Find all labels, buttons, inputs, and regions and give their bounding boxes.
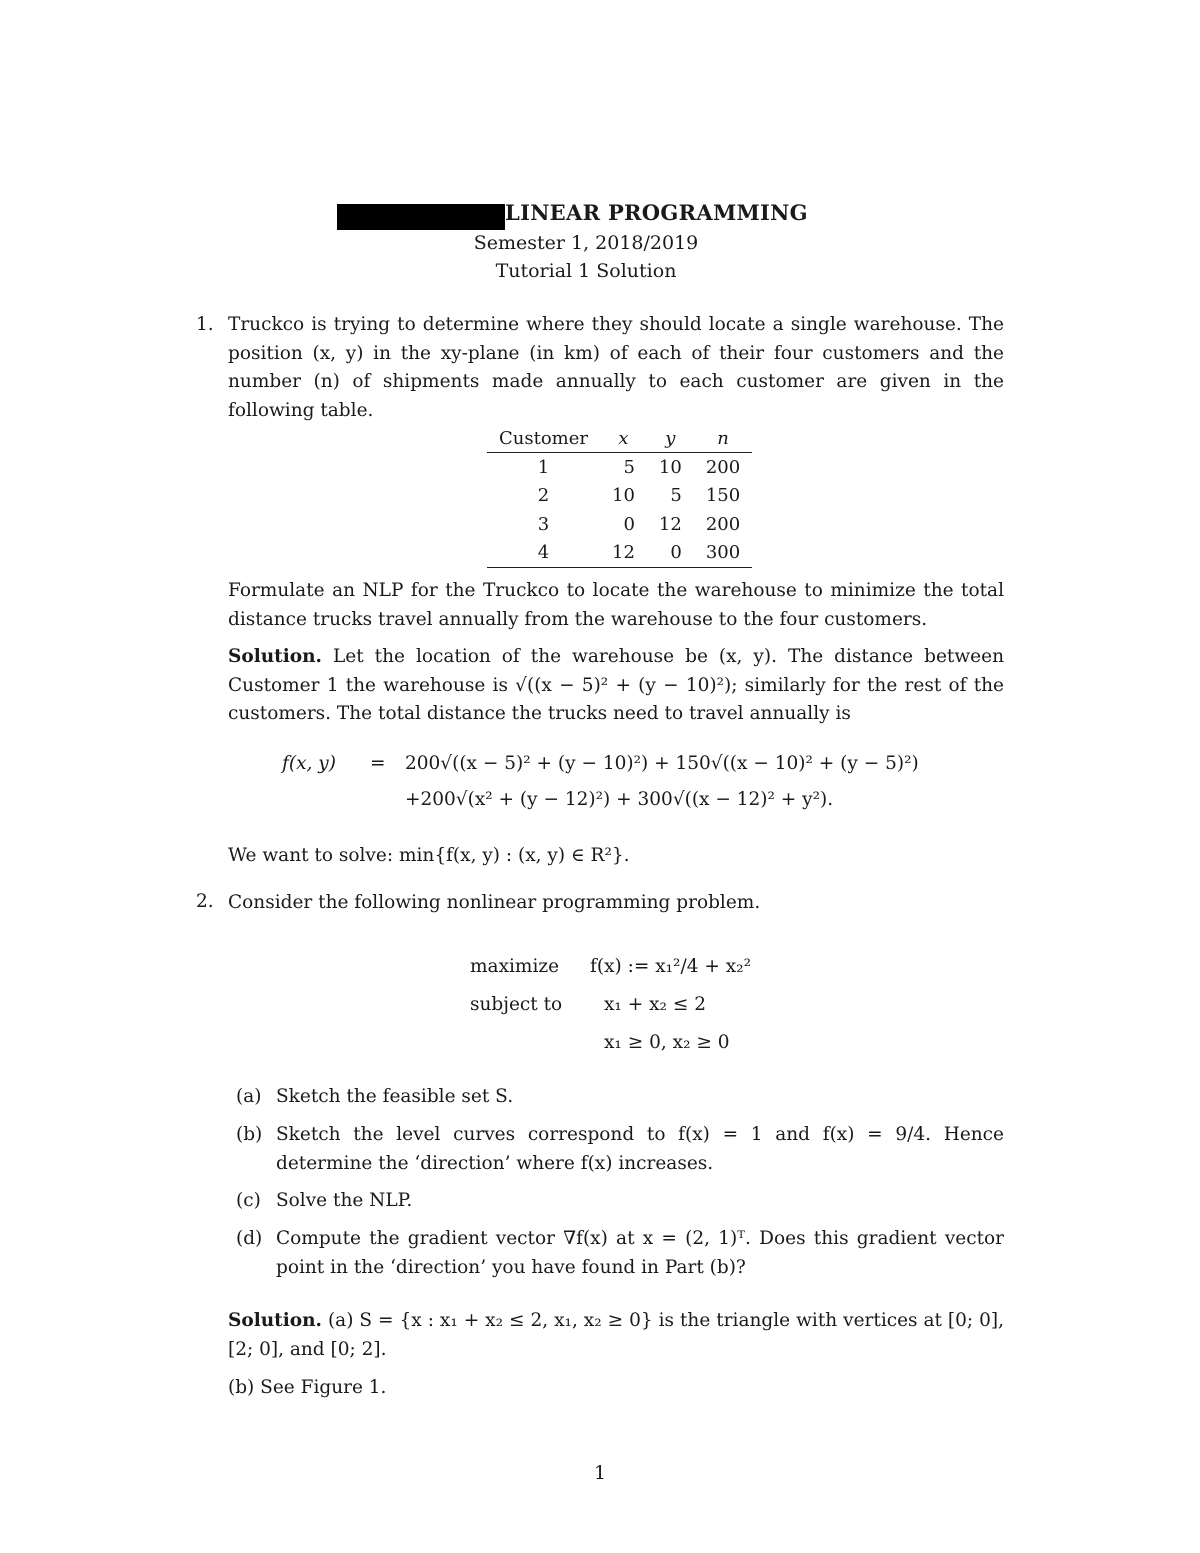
table-cell: 2: [537, 485, 550, 507]
page-title: LINEAR PROGRAMMING: [505, 200, 808, 225]
subject-to-label: subject to: [470, 994, 563, 1015]
table-cell: 3: [537, 513, 550, 535]
constraint-2: x₁ ≥ 0, x₂ ≥ 0: [604, 1032, 730, 1053]
q2-number: 2.: [196, 891, 214, 912]
table-cell: 10: [612, 485, 635, 507]
col-n: n: [694, 424, 752, 453]
col-customer: Customer: [487, 424, 600, 453]
table-cell: 300: [694, 539, 752, 568]
q1-task: Formulate an NLP for the Truckco to locate the warehouse to minimize the total distance trucks travel annually from the warehouse to the four customers.: [228, 580, 1004, 630]
equation-lhs: f(x, y): [282, 753, 336, 774]
customer-table: [487, 424, 752, 568]
q1-solution: [228, 643, 1004, 729]
q2-solution: [228, 1307, 1004, 1364]
table-cell: 0: [623, 513, 635, 535]
q1-number: 1.: [196, 314, 214, 335]
objective-function: f(x) := x₁²/4 + x₂²: [590, 956, 752, 977]
table-cell: 4: [487, 539, 600, 568]
redacted-course-code: [337, 204, 505, 230]
table-cell: 200: [705, 513, 741, 535]
q1-want: We want to solve: min{f(x, y) : (x, y) ∈ R²}.: [228, 845, 630, 866]
tutorial-line: Tutorial 1 Solution: [495, 260, 677, 282]
equation-line-1: 200√((x − 5)² + (y − 10)²) + 150√((x − 10)² + (y − 5)²): [405, 753, 919, 774]
col-x: x: [600, 424, 647, 453]
equation-line-2: +200√(x² + (y − 12)²) + 300√((x − 12)² + y²).: [405, 789, 834, 810]
q1-text: Truckco is trying to determine where they should locate a single warehouse. The position (x, y) in the xy-plane (in km) of each of their four customers and the number (n) of shipments made annually to each customer are given in the following table.: [228, 314, 1004, 421]
page-number: 1: [593, 1462, 607, 1484]
table-cell: 5: [670, 485, 682, 507]
q2-solution-b: (b) See Figure 1.: [228, 1377, 387, 1398]
table-header-row: [487, 424, 752, 453]
table-row: [487, 539, 752, 568]
maximize-label: maximize: [470, 956, 560, 977]
table-cell: 5: [623, 456, 635, 478]
table-row: [487, 510, 752, 539]
table-row: [487, 453, 752, 482]
document-page: LINEAR PROGRAMMING Semester 1, 2018/2019 Tutorial 1 Solution 1. Truckco is trying to determine where they should locate a single warehouse. The position (x, y) in the xy-plane (in km) of each of their four customers and the number (n) of shipments made annually to each customer are given in the following table. Customer x y n 1 5 10 200 2 10 5 150 3 0 12 200 4 12 0 300 Formulate an NLP for the Truckco to locate the warehouse to minimize the total distance trucks travel annually from the warehouse to the four customers. Solution. Let the location of the warehouse be (x, y). The distance between Customer 1 the warehouse is √((x − 5)² + (y − 10)²); similarly for the rest of the customers. The total distance the trucks need to travel annually is f(x, y) = 200√((x − 5)² + (y − 10)²) + 150√((x − 10)² + (y − 5)²) +200√(x² + (y − 12)²) + 300√((x − 12)² + y²). We want to solve: min{f(x, y) : (x, y) ∈ R²}. 2. Consider the following nonlinear programming problem. maximize f(x) := x₁²/4 + x₂² subject to x₁ + x₂ ≤ 2 x₁ ≥ 0, x₂ ≥ 0 (a) Sketch the feasible set S. (b) Sketch the level curves correspond to f(x) = 1 and f(x) = 9/4. Hence determine the ‘direction’ where f(x) increases. (c) Solve the NLP. (d) Compute the gradient vector ∇f(x) at x = (2, 1)ᵀ. Does this gradient vector point in the ‘direction’ you have found in Part (b)? Solution. (a) S = {x : x₁ + x₂ ≤ 2, x₁, x₂ ≥ 0} is the triangle with vertices at [0; 0], [2; 0], and [0; 2]. (b) See Figure 1. 1: [196, 200, 1004, 1484]
table-cell: 12: [658, 513, 682, 535]
table-cell: 0: [647, 539, 694, 568]
q1-solution-text: Let the location of the warehouse be (x, y). The distance between Customer 1 the warehouse is √((x − 5)² + (y − 10)²); similarly for the rest of the customers. The total distance the trucks need to travel annually is: [228, 646, 1004, 724]
q2-text: Consider the following nonlinear programming problem.: [228, 892, 761, 913]
q2-solution-a: (a) S = {x : x₁ + x₂ ≤ 2, x₁, x₂ ≥ 0} is the triangle with vertices at [0; 0], [2; 0], and [0; 2].: [228, 1310, 1004, 1360]
semester-line: Semester 1, 2018/2019: [473, 232, 699, 254]
table-row: [487, 482, 752, 511]
table-cell: 12: [600, 539, 647, 568]
constraint-1: x₁ + x₂ ≤ 2: [604, 994, 706, 1015]
table-cell: 1: [537, 456, 550, 478]
solution-label: Solution.: [228, 1310, 322, 1331]
equation-equals: =: [370, 753, 386, 774]
table-cell: 10: [658, 456, 682, 478]
solution-label: Solution.: [228, 646, 322, 667]
col-y: y: [647, 424, 694, 453]
table-cell: 200: [705, 456, 741, 478]
table-cell: 150: [705, 485, 741, 507]
